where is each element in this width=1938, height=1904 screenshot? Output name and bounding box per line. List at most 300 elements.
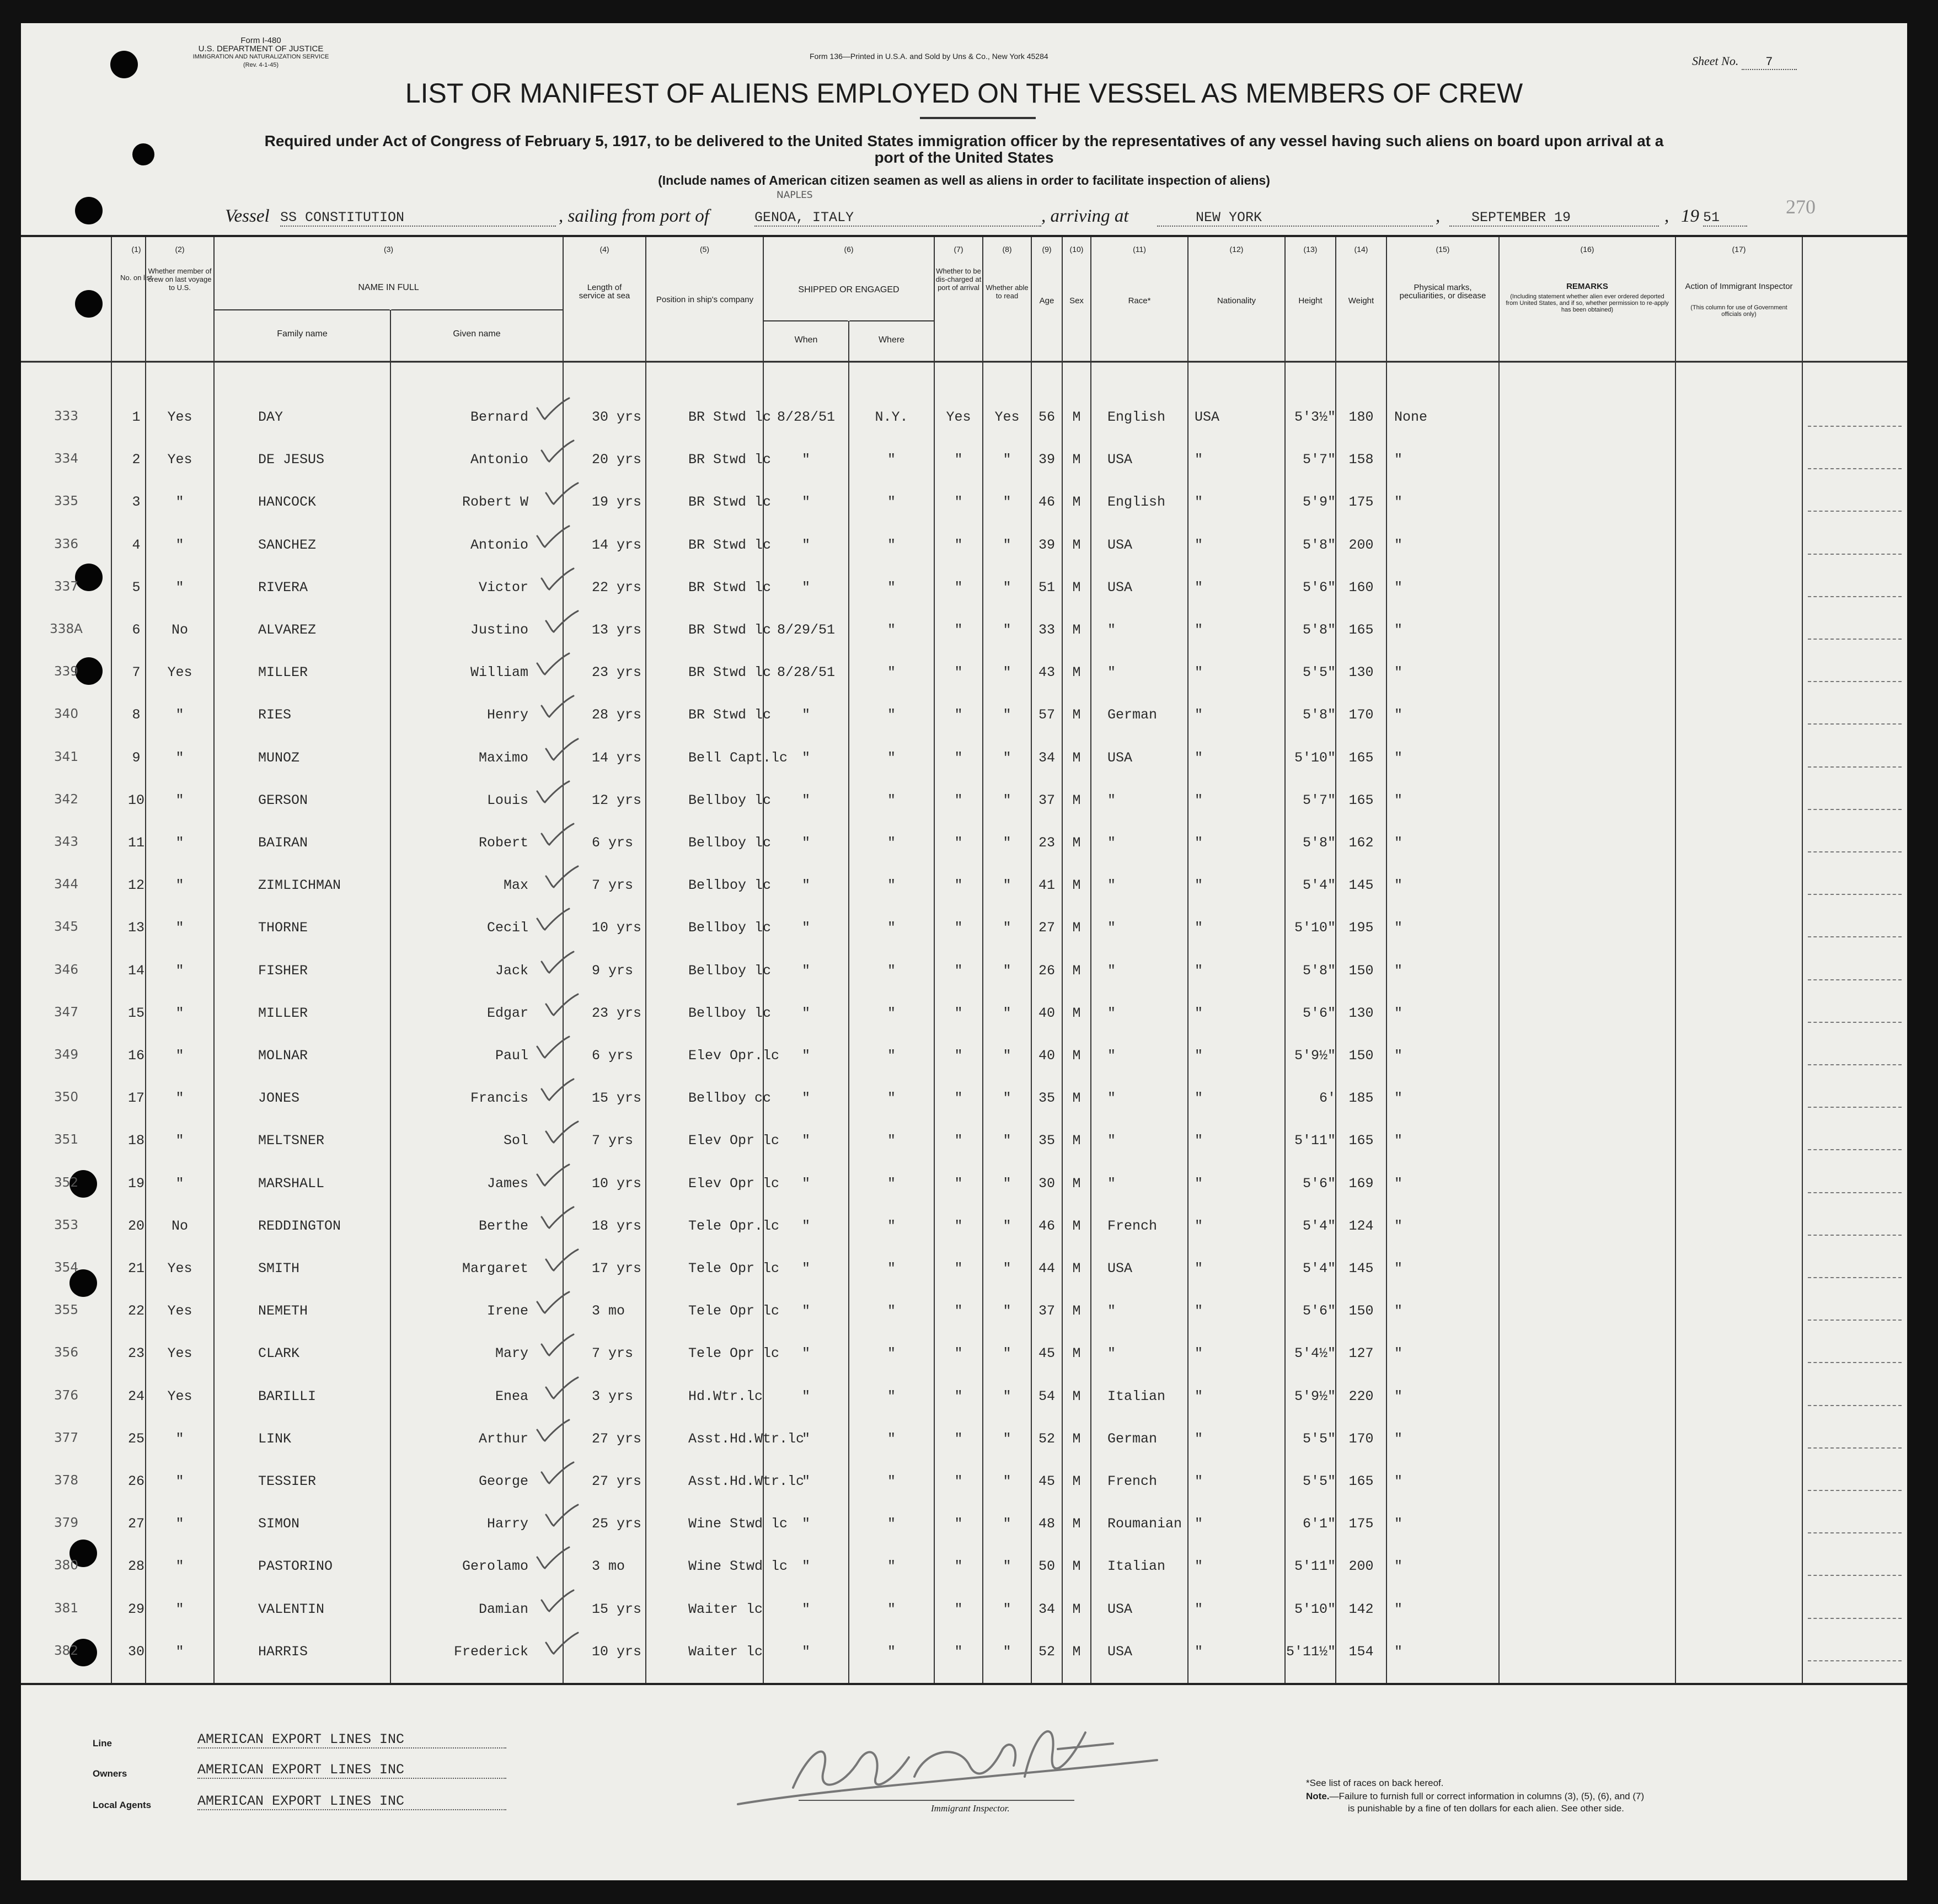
- nationality: ": [1195, 579, 1203, 596]
- shipped-when: ": [801, 1261, 810, 1277]
- crew-last-voyage: ": [175, 1643, 184, 1660]
- agents-label: Local Agents: [93, 1800, 152, 1810]
- check-mark-icon: [534, 907, 572, 933]
- col11-number: (11): [1133, 245, 1146, 254]
- physical-marks: ": [1394, 1005, 1403, 1021]
- arrival-date: SEPTEMBER 19: [1449, 210, 1659, 227]
- shipped-where: ": [887, 622, 896, 638]
- height: 5'8": [1302, 537, 1336, 553]
- race: ": [1107, 920, 1116, 936]
- family-name: SANCHEZ: [258, 537, 317, 553]
- row-rule: [1808, 511, 1902, 512]
- physical-marks: ": [1394, 664, 1403, 681]
- row-rule: [1808, 1405, 1902, 1406]
- discharged: ": [954, 835, 963, 851]
- shipped-when: ": [801, 1005, 810, 1021]
- race: USA: [1107, 1601, 1133, 1617]
- height: 5'5": [1302, 664, 1336, 681]
- race: ": [1107, 1090, 1116, 1107]
- height: 5'6": [1302, 579, 1336, 596]
- manifest-sheet: Form I-480 U.S. DEPARTMENT OF JUSTICE IMMIGRATION AND NATURALIZATION SERVICE (Rev. 4-1-45) Form 136—Printed in U.S.A. and Sold by Uns & Co., New York 45284 Sheet No. 7 LIST OR MANIFEST OF ALIENS EMPLOYED ON THE VESSEL AS MEMBERS OF CREW Required under Act of Congress of February 5, 1917, to be delivered to the United States immigration officer by the representatives of any vessel having such aliens on board upon arrival at a port of the United States (Include names of American citizen seamen as well as aliens in order to facilitate inspection of aliens) 270 Vessel SS CONSTITUTION , sailing from port of NAPLES GENOA, ITALY , arriving at NEW YORK , SEPTEMBER 19 , 19 51 (1) No. on list (2) Whether member of crew on last voyage to U.S. (3) NAME IN FULL Family name Given name (4) Length of service at sea (5) Position in ship's company (6) SHIPPED OR ENGAGED When Where (7) Whether to be dis-charged at port of arrival (8) Whether able to read (9) Age (10) Sex (11) Race* (12) Nationality (13) Height (14) Weight (15) Physical marks, peculiarities, or disease (16) REMARKS (Including statement whether alien ever ordered deported from United States, and if so, whether permission to re-apply has been obtained) (17) Action of Immigrant Inspector (This column for use of Government officials only) 333 1 Yes DAY Bernard 30 yrs BR Stwd lc 8/28/51 N.Y. Yes Yes 56 M English USA 5'3½" 180 None 334 2 Yes DE JESUS Antonio 20 yrs BR Stwd lc " " " " 39 M USA " 5'7" 158 " 335 3 " HANCOCK Robert W 19 yrs BR Stwd lc " " " " 46 M English " 5'9" 175 " 336 4 " SANCHEZ Antonio 14 yrs BR Stwd lc " " " " 39 M USA " 5'8" 200 " 337 5 " RIVERA Victor 22 yrs BR Stwd lc " " " " 51 M USA " 5'6" 160 " 338A 6 No ALVAREZ Justino 13 yrs BR Stwd lc 8/29/51 " " " 33 M " " 5'8" 165 " 339 7 Yes MILLER William 23 yrs BR Stwd lc 8/28/51 " " " 43 M " " 5'5" 130 " 340 8 " RIES Henry 28 yrs BR Stwd lc " " " " 57 M German " 5'8" 170 " 341 9 " MUNOZ Maximo 14 yrs Bell Capt.lc " " " " 34 M USA " 5'10" 165 " 342 10 " GERSON Louis 12 yrs Bellboy lc " " " " 37 M " " 5'7" 165 " 343 11 " BAIRAN Robert 6 yrs Bellboy lc " " " " 23 M " " 5'8" 162 " 344 12 " ZIMLICHMAN Max 7 yrs Bellboy lc " " " " 41 M " " 5'4" 145 " 345 13 " THORNE Cecil 10 yrs Bellboy lc " " " " 27 M " " 5'10" 195 " 346 14 " FISHER Jack 9 yrs Bellboy lc " " " " 26 M " " 5'8" 150 " 347 15 " MILLER Edgar 23 yrs Bellboy lc " " " " 40 M " " 5'6" 130 " 349 16 " MOLNAR Paul 6 yrs Elev Opr.lc " " " " 40 M " " 5'9½" 150 " 350 17 " JONES Francis 15 yrs Bellboy cc " " " " 35 M " " 6' 185 " 351 18 " MELTSNER Sol 7 yrs Elev Opr lc " " " " 35 M " " 5'11" 165 " 352 19 " MARSHALL James 10 yrs Elev Opr lc " " " " 30 M " " 5'6" 169 " 353 20 No REDDINGTON Berthe 18 yrs Tele Opr.lc " " " " 46 M French " 5'4" 124 " 354 21 Yes SMITH Margaret 17 yrs Tele Opr lc " " " " 44 M USA " 5'4" 145 " 355 22 Yes NEMETH Irene 3 mo Tele Opr lc " " " " 37 M " " 5'6" 150 " 356 23 Yes CLARK Mary 7 yrs Tele Opr lc " " " " 45 M " " 5'4½" 127 " 376 24 Yes BARILLI Enea 3 yrs Hd.Wtr.lc " " " " 54 M Italian " 5'9½" 220 " 377 25 " LINK Arthur 27 yrs Asst.Hd.Wtr.lc " " " " 52 M German " 5'5" 170 " 378 26 " TESSIER George 27 yrs Asst.Hd.Wtr.lc " " " " 45 M French " 5'5" 165 " 379 27 " SIMON Harry 25 yrs Wine Stwd lc " " " " 48 M Roumanian " 6'1" 175 " 380 28 " PASTORINO Gerolamo 3 mo Wine Stwd lc " " " " 50 M Italian " 5'11" 200 " 381 29 " VALENTIN Damian 15 yrs Waiter lc " " " " 34 M USA " 5'10" 142 " 382 30 " HARRIS Frederick 10 yrs Waiter lc " " " " 52 M USA " 5'11½" 154 " Line AMERICAN EXPORT LINES INC Owners AMERICAN EXPORT LINES INC Local Agents AMERICAN EXPORT LINES INC Immigrant Inspector. *See list of races on back hereof. Note.—Failure to furnish full or correct information in columns (3), (5), (6), and (7) is punishable by a fine of ten dollars for each alien. See other side.: [21, 23, 1907, 1880]
- row-rule: [1808, 468, 1902, 469]
- age: 40: [1038, 1005, 1055, 1021]
- service-length: 13 yrs: [592, 622, 642, 638]
- able-to-read: ": [1003, 1090, 1011, 1107]
- able-to-read: ": [1003, 1643, 1011, 1660]
- physical-marks: ": [1394, 1643, 1403, 1660]
- ship-position: Tele Opr lc: [688, 1261, 780, 1277]
- nationality: ": [1195, 664, 1203, 681]
- family-name: ALVAREZ: [258, 622, 317, 638]
- revision: (Rev. 4-1-45): [243, 62, 279, 68]
- row-number: 8: [132, 707, 141, 723]
- list-ref: 349: [54, 1048, 78, 1062]
- crew-last-voyage: Yes: [167, 1303, 192, 1320]
- age: 54: [1038, 1388, 1055, 1404]
- discharged: ": [954, 664, 963, 681]
- given-name: Antonio: [470, 452, 528, 468]
- age: 40: [1038, 1048, 1055, 1064]
- height: 5'9½": [1294, 1388, 1336, 1404]
- row-rule: [1808, 1277, 1902, 1278]
- height: 5'8": [1302, 835, 1336, 851]
- family-name: MILLER: [258, 664, 308, 681]
- shipped-when: ": [801, 1090, 810, 1107]
- sex: M: [1072, 1261, 1081, 1277]
- discharged: ": [954, 707, 963, 723]
- sex: M: [1072, 1090, 1081, 1107]
- row-number: 2: [132, 452, 141, 468]
- service-length: 14 yrs: [592, 537, 642, 553]
- weight: 165: [1348, 622, 1374, 638]
- discharged: ": [954, 1261, 963, 1277]
- height: 5'10": [1294, 1601, 1336, 1617]
- family-name: HARRIS: [258, 1643, 308, 1660]
- shipped-when: ": [801, 1516, 810, 1532]
- physical-marks: ": [1394, 494, 1403, 511]
- row-number: 10: [127, 792, 144, 808]
- crew-last-voyage: ": [175, 1048, 184, 1064]
- shipped-where: ": [887, 1388, 896, 1404]
- nationality: ": [1195, 1601, 1203, 1617]
- col16-number: (16): [1580, 245, 1594, 254]
- shipped-where: ": [887, 1261, 896, 1277]
- family-name: VALENTIN: [258, 1601, 325, 1617]
- nationality: ": [1195, 835, 1203, 851]
- col7-header: Whether to be dis-charged at port of arrival: [935, 267, 982, 292]
- given-name: Henry: [486, 707, 528, 723]
- line-value: AMERICAN EXPORT LINES INC: [197, 1731, 506, 1749]
- row-number: 7: [132, 664, 141, 681]
- age: 39: [1038, 452, 1055, 468]
- shipped-where: ": [887, 877, 896, 894]
- row-number: 16: [127, 1048, 144, 1064]
- able-to-read: ": [1003, 622, 1011, 638]
- able-to-read: ": [1003, 1558, 1011, 1575]
- weight: 160: [1348, 579, 1374, 596]
- ship-position: Bellboy lc: [688, 877, 772, 894]
- race: USA: [1107, 537, 1133, 553]
- age: 45: [1038, 1345, 1055, 1362]
- nationality: ": [1195, 1303, 1203, 1320]
- ship-position: Bellboy cc: [688, 1090, 772, 1107]
- race: Italian: [1107, 1388, 1166, 1404]
- where-header: Where: [878, 335, 905, 345]
- departure-port: GENOA, ITALY: [754, 210, 1041, 227]
- crew-last-voyage: ": [175, 494, 184, 511]
- sex: M: [1072, 1430, 1081, 1447]
- discharged: ": [954, 1303, 963, 1320]
- weight: 165: [1348, 1133, 1374, 1149]
- height: 5'4": [1302, 1218, 1336, 1234]
- service-length: 10 yrs: [592, 920, 642, 936]
- service-length: 7 yrs: [592, 1345, 634, 1362]
- row-rule: [1808, 851, 1902, 852]
- physical-marks: ": [1394, 1048, 1403, 1064]
- row-rule: [1808, 554, 1902, 555]
- race: English: [1107, 494, 1166, 511]
- ship-position: Elev Opr.lc: [688, 1048, 780, 1064]
- row-number: 30: [127, 1643, 144, 1660]
- row-rule: [1808, 596, 1902, 597]
- col14-number: (14): [1354, 245, 1368, 254]
- sheet-number: 7: [1742, 55, 1797, 70]
- discharged: ": [954, 1643, 963, 1660]
- service-length: 25 yrs: [592, 1516, 642, 1532]
- ship-position: BR Stwd lc: [688, 537, 772, 553]
- height: 5'4": [1302, 1261, 1336, 1277]
- age: 23: [1038, 835, 1055, 851]
- shipped-when: ": [801, 962, 810, 979]
- ship-position: Asst.Hd.Wtr.lc: [688, 1430, 805, 1447]
- list-ref: 343: [54, 835, 78, 849]
- stamp-number: 270: [1786, 196, 1816, 218]
- service-length: 10 yrs: [592, 1175, 642, 1192]
- check-mark-icon: [538, 1077, 577, 1103]
- shipped-when: ": [801, 1303, 810, 1320]
- row-number: 4: [132, 537, 141, 553]
- row-rule: [1808, 1064, 1902, 1065]
- row-rule: [1808, 1235, 1902, 1236]
- nationality: ": [1195, 1473, 1203, 1489]
- col4-header: Length of service at sea: [579, 283, 630, 301]
- col7-number: (7): [954, 245, 963, 254]
- col9-header: Age: [1039, 296, 1054, 305]
- family-name: MILLER: [258, 1005, 308, 1021]
- physical-marks: ": [1394, 792, 1403, 808]
- nationality: ": [1195, 622, 1203, 638]
- form-number: Form I-480: [240, 36, 281, 45]
- row-number: 25: [127, 1430, 144, 1447]
- crew-last-voyage: Yes: [167, 1388, 192, 1404]
- shipped-where: ": [887, 537, 896, 553]
- sex: M: [1072, 1643, 1081, 1660]
- height: 5'6": [1302, 1175, 1336, 1192]
- service-length: 28 yrs: [592, 707, 642, 723]
- discharged: ": [954, 1175, 963, 1192]
- service-length: 7 yrs: [592, 1133, 634, 1149]
- physical-marks: ": [1394, 835, 1403, 851]
- check-mark-icon: [538, 1205, 577, 1231]
- family-name: FISHER: [258, 962, 308, 979]
- crew-last-voyage: ": [175, 707, 184, 723]
- service-length: 22 yrs: [592, 579, 642, 596]
- shipped-where: ": [887, 1005, 896, 1021]
- shipped-when: ": [801, 537, 810, 553]
- race: USA: [1107, 452, 1133, 468]
- family-name: BAIRAN: [258, 835, 308, 851]
- weight: 195: [1348, 920, 1374, 936]
- col3-number: (3): [383, 245, 394, 254]
- able-to-read: ": [1003, 1473, 1011, 1489]
- shipped-where: ": [887, 749, 896, 766]
- service-length: 18 yrs: [592, 1218, 642, 1234]
- weight: 154: [1348, 1643, 1374, 1660]
- list-ref: 355: [54, 1303, 78, 1318]
- crew-last-voyage: ": [175, 1430, 184, 1447]
- discharged: ": [954, 1048, 963, 1064]
- family-name-header: Family name: [277, 329, 328, 339]
- shipped-where: ": [887, 920, 896, 936]
- given-name: Cecil: [486, 920, 528, 936]
- ship-position: Waiter lc: [688, 1601, 763, 1617]
- weight: 220: [1348, 1388, 1374, 1404]
- shipped-where: ": [887, 1175, 896, 1192]
- family-name: REDDINGTON: [258, 1218, 341, 1234]
- physical-marks: None: [1394, 409, 1428, 425]
- check-mark-icon: [534, 1418, 572, 1444]
- service-length: 9 yrs: [592, 962, 634, 979]
- age: 33: [1038, 622, 1055, 638]
- row-number: 14: [127, 962, 144, 979]
- service-length: 17 yrs: [592, 1261, 642, 1277]
- col2-header: Whether member of crew on last voyage to U.S.: [148, 267, 212, 292]
- row-number: 22: [127, 1303, 144, 1320]
- discharged: Yes: [946, 409, 971, 425]
- weight: 165: [1348, 1473, 1374, 1489]
- able-to-read: ": [1003, 749, 1011, 766]
- shipped-where: ": [887, 1133, 896, 1149]
- crew-last-voyage: ": [175, 835, 184, 851]
- sex: M: [1072, 1175, 1081, 1192]
- check-mark-icon: [543, 992, 581, 1018]
- subtitle-note: (Include names of American citizen seamen as well as aliens in order to facilitate inspection of aliens): [658, 173, 1270, 187]
- col16-note: (Including statement whether alien ever ordered deported from United States, and if so, whether permission to re-apply has been obtained): [1506, 293, 1669, 313]
- row-number: 5: [132, 579, 141, 596]
- family-name: GERSON: [258, 792, 308, 808]
- height: 5'9": [1302, 494, 1336, 511]
- shipped-where: ": [887, 452, 896, 468]
- ship-position: BR Stwd lc: [688, 622, 772, 638]
- service-length: 3 mo: [592, 1558, 625, 1575]
- height: 5'8": [1302, 707, 1336, 723]
- race: ": [1107, 962, 1116, 979]
- weight: 150: [1348, 1303, 1374, 1320]
- discharged: ": [954, 1388, 963, 1404]
- crew-last-voyage: Yes: [167, 1345, 192, 1362]
- height: 5'10": [1294, 749, 1336, 766]
- height: 5'8": [1302, 622, 1336, 638]
- row-number: 18: [127, 1133, 144, 1149]
- nationality: USA: [1195, 409, 1220, 425]
- able-to-read: Yes: [994, 409, 1020, 425]
- shipped-where: ": [887, 962, 896, 979]
- physical-marks: ": [1394, 1601, 1403, 1617]
- discharged: ": [954, 1516, 963, 1532]
- race: French: [1107, 1218, 1158, 1234]
- service-length: 14 yrs: [592, 749, 642, 766]
- nationality: ": [1195, 962, 1203, 979]
- height: 5'11": [1294, 1133, 1336, 1149]
- race: ": [1107, 1345, 1116, 1362]
- service-length: 10 yrs: [592, 1643, 642, 1660]
- shipped-when: ": [801, 579, 810, 596]
- col13-number: (13): [1303, 245, 1318, 254]
- col11-header: Race*: [1128, 296, 1151, 305]
- shipped-where: ": [887, 1090, 896, 1107]
- shipped-when: ": [801, 920, 810, 936]
- weight: 180: [1348, 409, 1374, 425]
- check-mark-icon: [538, 694, 577, 720]
- shipped-when: 8/28/51: [777, 664, 836, 681]
- shipped-when: ": [801, 1430, 810, 1447]
- row-number: 19: [127, 1175, 144, 1192]
- height: 5'3½": [1294, 409, 1336, 425]
- physical-marks: ": [1394, 749, 1403, 766]
- crew-last-voyage: ": [175, 749, 184, 766]
- age: 52: [1038, 1430, 1055, 1447]
- height: 5'4½": [1294, 1345, 1336, 1362]
- check-mark-icon: [534, 1545, 572, 1572]
- sex: M: [1072, 835, 1081, 851]
- physical-marks: ": [1394, 877, 1403, 894]
- weight: 200: [1348, 1558, 1374, 1575]
- race: USA: [1107, 1643, 1133, 1660]
- weight: 145: [1348, 1261, 1374, 1277]
- family-name: RIES: [258, 707, 292, 723]
- nationality: ": [1195, 920, 1203, 936]
- family-name: DAY: [258, 409, 283, 425]
- service-length: 30 yrs: [592, 409, 642, 425]
- age: 51: [1038, 579, 1055, 596]
- sex: M: [1072, 1005, 1081, 1021]
- given-name: Robert: [478, 835, 528, 851]
- shipped-where: ": [887, 1473, 896, 1489]
- physical-marks: ": [1394, 1388, 1403, 1404]
- discharged: ": [954, 579, 963, 596]
- row-rule: [1808, 1107, 1902, 1108]
- height: 5'5": [1302, 1430, 1336, 1447]
- sailing-label: , sailing from port of: [559, 206, 709, 226]
- age: 39: [1038, 537, 1055, 553]
- ship-position: Bellboy lc: [688, 1005, 772, 1021]
- height: 5'7": [1302, 792, 1336, 808]
- given-name: Louis: [486, 792, 528, 808]
- given-name: William: [470, 664, 528, 681]
- age: 43: [1038, 664, 1055, 681]
- list-ref: 347: [54, 1005, 78, 1020]
- discharged: ": [954, 792, 963, 808]
- able-to-read: ": [1003, 1601, 1011, 1617]
- service-length: 20 yrs: [592, 452, 642, 468]
- nationality: ": [1195, 1090, 1203, 1107]
- row-number: 3: [132, 494, 141, 511]
- sex: M: [1072, 537, 1081, 553]
- given-name: Mary: [495, 1345, 528, 1362]
- weight: 124: [1348, 1218, 1374, 1234]
- weight: 200: [1348, 537, 1374, 553]
- race: USA: [1107, 1261, 1133, 1277]
- physical-marks: ": [1394, 1133, 1403, 1149]
- able-to-read: ": [1003, 1303, 1011, 1320]
- physical-marks: ": [1394, 1473, 1403, 1489]
- able-to-read: ": [1003, 1133, 1011, 1149]
- age: 56: [1038, 409, 1055, 425]
- shipped-where: ": [887, 1558, 896, 1575]
- nationality: ": [1195, 1430, 1203, 1447]
- age: 46: [1038, 494, 1055, 511]
- when-header: When: [794, 335, 818, 345]
- row-number: 23: [127, 1345, 144, 1362]
- list-ref: 379: [54, 1516, 78, 1531]
- nationality: ": [1195, 494, 1203, 511]
- arriving-label: , arriving at: [1041, 206, 1129, 226]
- list-ref: 335: [54, 494, 78, 509]
- row-number: 12: [127, 877, 144, 894]
- col12-header: Nationality: [1217, 296, 1256, 305]
- row-number: 9: [132, 749, 141, 766]
- given-name: Paul: [495, 1048, 528, 1064]
- service-length: 23 yrs: [592, 664, 642, 681]
- discharged: ": [954, 1090, 963, 1107]
- service-length: 19 yrs: [592, 494, 642, 511]
- able-to-read: ": [1003, 537, 1011, 553]
- sex: M: [1072, 622, 1081, 638]
- race: ": [1107, 835, 1116, 851]
- ship-position: Elev Opr lc: [688, 1175, 780, 1192]
- sex: M: [1072, 1473, 1081, 1489]
- check-mark-icon: [534, 396, 572, 422]
- race: ": [1107, 1133, 1116, 1149]
- shipped-where: N.Y.: [875, 409, 908, 425]
- ship-position: Wine Stwd lc: [688, 1558, 788, 1575]
- year-prefix: 19: [1681, 206, 1699, 226]
- col1-header: No. on list: [120, 273, 152, 282]
- sex: M: [1072, 1388, 1081, 1404]
- ship-position: Bellboy lc: [688, 962, 772, 979]
- crew-last-voyage: ": [175, 579, 184, 596]
- nationality: ": [1195, 1175, 1203, 1192]
- ship-position: Tele Opr.lc: [688, 1218, 780, 1234]
- given-name: James: [486, 1175, 528, 1192]
- col6-header: SHIPPED OR ENGAGED: [798, 285, 900, 294]
- weight: 158: [1348, 452, 1374, 468]
- check-mark-icon: [543, 1247, 581, 1274]
- given-name: Victor: [478, 579, 528, 596]
- family-name: MUNOZ: [258, 749, 300, 766]
- shipped-where: ": [887, 1516, 896, 1532]
- age: 35: [1038, 1090, 1055, 1107]
- crew-last-voyage: ": [175, 920, 184, 936]
- list-ref: 381: [54, 1601, 78, 1616]
- printer-line: Form 136—Printed in U.S.A. and Sold by Uns & Co., New York 45284: [810, 52, 1048, 61]
- able-to-read: ": [1003, 1005, 1011, 1021]
- family-name: LINK: [258, 1430, 292, 1447]
- nationality: ": [1195, 1643, 1203, 1660]
- height: 6': [1319, 1090, 1336, 1107]
- sex: M: [1072, 1048, 1081, 1064]
- family-name: MELTSNER: [258, 1133, 325, 1149]
